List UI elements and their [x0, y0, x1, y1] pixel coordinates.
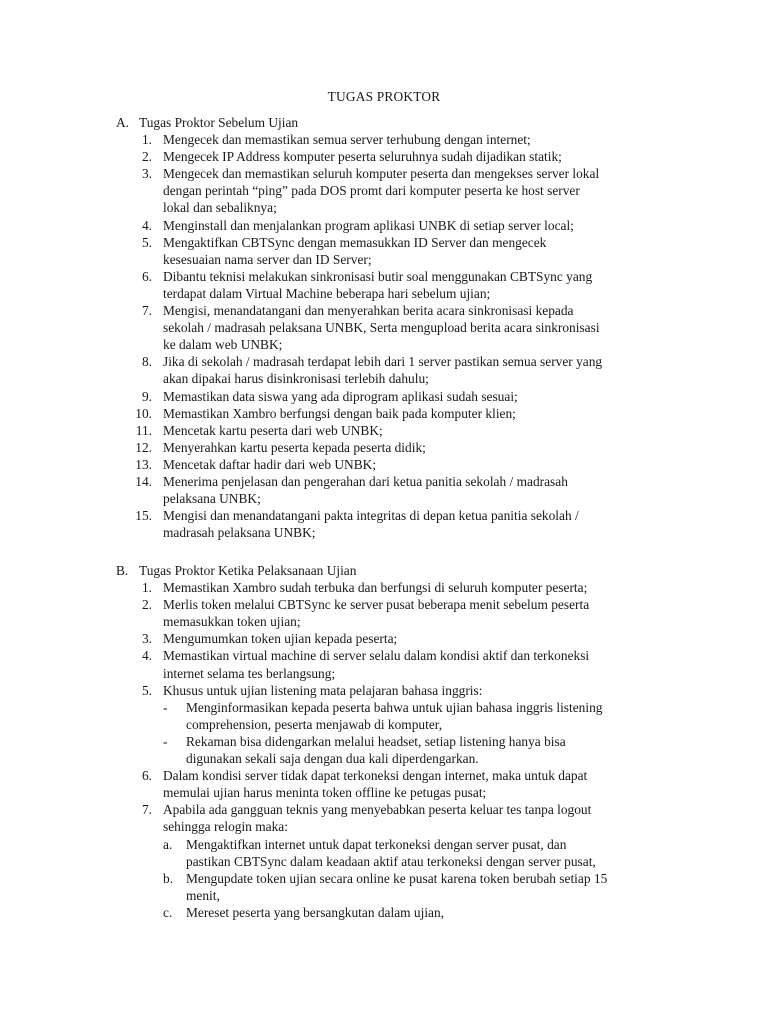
section-heading — [0, 114, 768, 131]
item-number: 9. — [141, 388, 152, 404]
list-item — [0, 405, 683, 422]
item-text-line: Memastikan data siswa yang ada diprogram aplikasi sudah sesuai; — [163, 388, 518, 404]
item-number: 14. — [135, 473, 152, 489]
sub-list-item — [163, 904, 683, 921]
list-item — [0, 217, 683, 234]
item-text-line: Menyerahkan kartu peserta kepada peserta didik; — [163, 439, 426, 455]
item-number: 2. — [141, 597, 152, 613]
sub-item-text-line: Menginformasikan kepada peserta bahwa untuk ujian bahasa inggris listening — [186, 699, 603, 715]
list-item — [0, 302, 683, 353]
item-text-line: internet selama tes berlangsung; — [163, 665, 336, 681]
item-number: 3. — [141, 166, 152, 182]
item-number: 7. — [141, 303, 152, 319]
list-item — [0, 801, 683, 921]
sub-item-text-line: digunakan sekali saja dengan dua kali diperdengarkan. — [186, 751, 479, 767]
item-text-line: Mengaktifkan CBTSync dengan memasukkan ID Server dan mengecek — [163, 234, 547, 250]
item-text-line: Menginstall dan menjalankan program aplikasi UNBK di setiap server local; — [163, 217, 574, 233]
list-item — [0, 596, 683, 630]
item-number: 6. — [141, 268, 152, 284]
section-heading — [0, 562, 768, 579]
item-text-line: Mengumumkan token ujian kepada peserta; — [163, 631, 398, 647]
list-item — [0, 682, 683, 767]
sub-item-text-line: Mereset peserta yang bersangkutan dalam ujian, — [186, 904, 445, 920]
item-text-line: Khusus untuk ujian listening mata pelajaran bahasa inggris: — [163, 682, 483, 698]
list-item — [0, 507, 683, 541]
item-number: 11. — [135, 422, 152, 438]
list-item — [0, 131, 683, 148]
item-text-line: Memastikan Xambro sudah terbuka dan berfungsi di seluruh komputer peserta; — [163, 580, 588, 596]
item-number: 2. — [141, 149, 152, 165]
item-text-line: dengan perintah “ping” pada DOS promt dari komputer peserta ke host server — [163, 183, 580, 199]
section-letter: B. — [116, 563, 129, 578]
item-number: 15. — [135, 508, 152, 524]
item-number: 4. — [141, 648, 152, 664]
sub-item-text-line: pastikan CBTSync dalam keadaan aktif atau terkoneksi dengan server pusat, — [186, 853, 596, 869]
section-title: Tugas Proktor Sebelum Ujian — [139, 115, 299, 130]
list-item — [0, 630, 683, 647]
list-item — [0, 579, 683, 596]
item-text-line: Mengecek dan memastikan seluruh komputer peserta dan mengekses server lokal — [163, 166, 600, 182]
list-item — [0, 268, 683, 302]
list-item — [0, 439, 683, 456]
item-text-line: memulai ujian harus meninta token offline ke petugas pusat; — [163, 785, 487, 801]
item-text-line: terdapat dalam Virtual Machine beberapa hari sebelum ujian; — [163, 285, 491, 301]
sub-list-item — [163, 699, 683, 733]
document-title: TUGAS PROKTOR — [327, 89, 441, 104]
item-number: 10. — [135, 405, 152, 421]
item-text-line: kesesuaian nama server dan ID Server; — [163, 251, 372, 267]
item-text-line: Merlis token melalui CBTSync ke server pusat beberapa menit sebelum peserta — [163, 597, 590, 613]
list-item — [0, 473, 683, 507]
item-text-line: Apabila ada gangguan teknis yang menyebabkan peserta keluar tes tanpa logout — [163, 802, 592, 818]
item-number: 4. — [141, 217, 152, 233]
item-number: 6. — [141, 768, 152, 784]
sub-item-marker: - — [163, 699, 168, 715]
sub-item-text-line: menit, — [186, 887, 220, 903]
sub-list-item — [163, 836, 683, 870]
list-item — [0, 353, 683, 387]
task-list — [0, 131, 768, 541]
item-number: 13. — [135, 456, 152, 472]
sub-item-marker: a. — [163, 836, 173, 852]
sub-item-marker: b. — [163, 870, 174, 886]
item-number: 8. — [141, 354, 152, 370]
item-text-line: sekolah / madrasah pelaksana UNBK, Serta mengupload berita acara sinkronisasi — [163, 320, 600, 336]
sub-item-marker: - — [163, 733, 168, 749]
sub-list-item — [163, 733, 683, 767]
section-ketika-pelaksanaan — [0, 562, 768, 921]
item-text-line: Dalam kondisi server tidak dapat terkoneksi dengan internet, maka untuk dapat — [163, 768, 588, 784]
list-item — [0, 234, 683, 268]
item-text-line: Menerima penjelasan dan pengerahan dari ketua panitia sekolah / madrasah — [163, 473, 568, 489]
item-text-line: ke dalam web UNBK; — [163, 337, 283, 353]
list-item — [0, 456, 683, 473]
section-sebelum-ujian — [0, 114, 768, 541]
item-text-line: madrasah pelaksana UNBK; — [163, 525, 316, 541]
item-number: 12. — [135, 439, 152, 455]
item-text-line: Dibantu teknisi melakukan sinkronisasi butir soal menggunakan CBTSync yang — [163, 268, 593, 284]
sub-item-text-line: Mengupdate token ujian secara online ke pusat karena token berubah setiap 15 — [186, 870, 608, 886]
item-text-line: Mengisi, menandatangani dan menyerahkan berita acara sinkronisasi kepada — [163, 303, 574, 319]
task-list — [0, 579, 768, 921]
item-text-line: Mengecek dan memastikan semua server terhubung dengan internet; — [163, 132, 531, 148]
sub-item-text-line: Mengaktifkan internet untuk dapat terkoneksi dengan server pusat, dan — [186, 836, 567, 852]
item-text-line: lokal dan sebaliknya; — [163, 200, 277, 216]
item-text-line: Memastikan Xambro berfungsi dengan baik pada komputer klien; — [163, 405, 516, 421]
list-item — [0, 422, 683, 439]
item-number: 1. — [141, 580, 152, 596]
list-item — [0, 647, 683, 681]
item-number: 5. — [141, 234, 152, 250]
item-number: 7. — [141, 802, 152, 818]
section-letter: A. — [116, 115, 130, 130]
section-title: Tugas Proktor Ketika Pelaksanaan Ujian — [139, 563, 357, 578]
item-text-line: Mengecek IP Address komputer peserta seluruhnya sudah dijadikan statik; — [163, 149, 562, 165]
sub-item-text-line: comprehension, peserta menjawab di komputer, — [186, 716, 443, 732]
list-item — [0, 165, 683, 216]
item-number: 1. — [141, 132, 152, 148]
list-item — [0, 767, 683, 801]
item-text-line: Jika di sekolah / madrasah terdapat lebih dari 1 server pastikan semua server yang — [163, 354, 603, 370]
item-text-line: Mencetak kartu peserta dari web UNBK; — [163, 422, 383, 438]
item-text-line: Mengisi dan menandatangani pakta integritas di depan ketua panitia sekolah / — [163, 508, 579, 524]
sub-list-item — [163, 870, 683, 904]
list-item — [0, 388, 683, 405]
list-item — [0, 148, 683, 165]
item-text-line: Memastikan virtual machine di server selalu dalam kondisi aktif dan terkoneksi — [163, 648, 590, 664]
sub-list — [163, 836, 683, 921]
item-text-line: Mencetak daftar hadir dari web UNBK; — [163, 456, 377, 472]
item-number: 3. — [141, 631, 152, 647]
sub-item-marker: c. — [163, 904, 173, 920]
item-text-line: pelaksana UNBK; — [163, 491, 261, 507]
sub-item-text-line: Rekaman bisa didengarkan melalui headset, setiap listening hanya bisa — [186, 733, 566, 749]
item-text-line: memasukkan token ujian; — [163, 614, 301, 630]
item-text-line: sehingga relogin maka: — [163, 819, 288, 835]
sub-list — [163, 699, 683, 767]
item-text-line: akan dipakai harus disinkronisasi terlebih dahulu; — [163, 371, 429, 387]
item-number: 5. — [141, 682, 152, 698]
